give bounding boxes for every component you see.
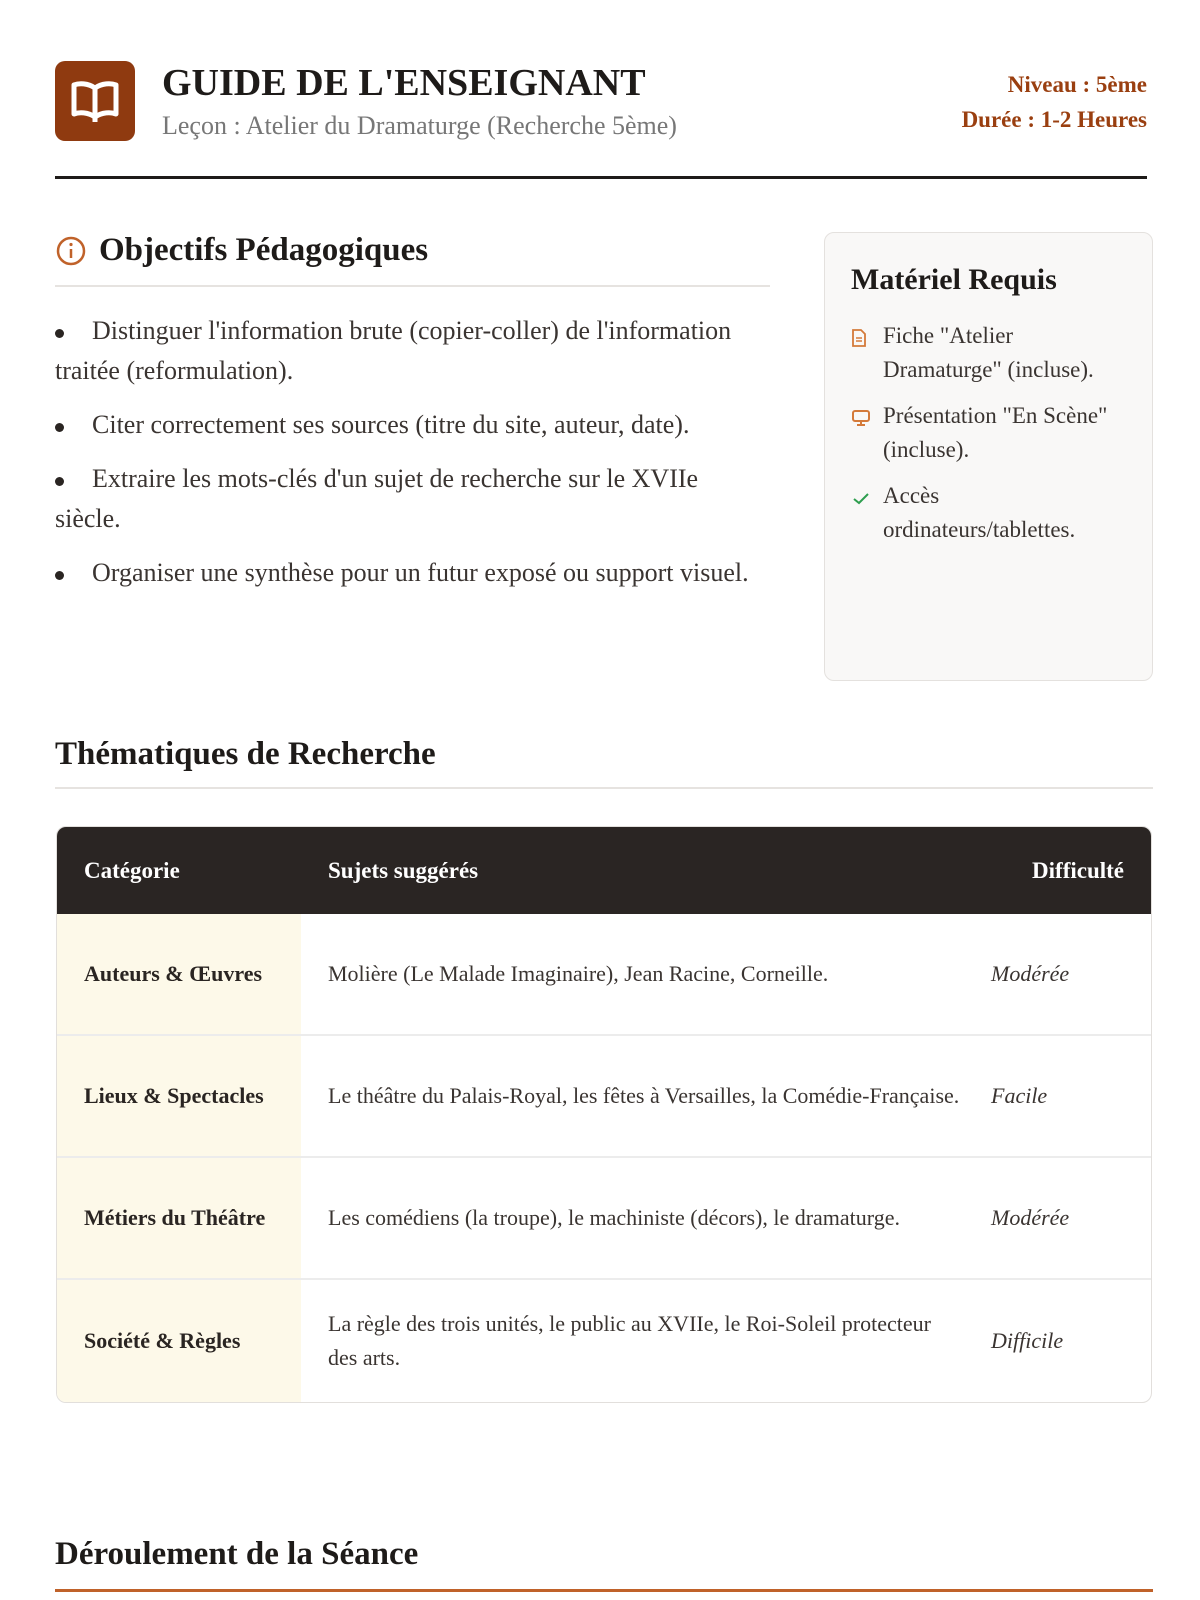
lesson-subtitle: Leçon : Atelier du Dramaturge (Recherche 5ème) <box>162 111 677 140</box>
difficulty-cell: Facile <box>991 1083 1048 1108</box>
themes-section <box>55 736 1153 789</box>
objective-item: Distinguer l'information brute (copier-coller) de l'information traitée (reformulation). <box>55 316 732 385</box>
difficulty-cell: Difficile <box>991 1328 1064 1353</box>
level-label: Niveau : 5ème <box>1007 72 1147 97</box>
themes-heading: Thématiques de Recherche <box>55 736 1153 789</box>
category-cell: Société & Règles <box>57 1280 301 1402</box>
subjects-cell: Molière (Le Malade Imaginaire), Jean Racine, Corneille. <box>328 961 829 986</box>
material-item: Fiche "Atelier Dramaturge" (incluse). <box>851 319 1126 387</box>
material-item: Accès ordinateurs/tablettes. <box>851 479 1126 547</box>
category-cell: Métiers du Théâtre <box>57 1158 301 1278</box>
page-header <box>55 61 1147 179</box>
table-row <box>57 914 1151 1036</box>
materials-card <box>824 232 1153 681</box>
lesson-meta <box>962 67 1147 137</box>
objectives-section <box>55 232 770 607</box>
difficulty-cell: Modérée <box>991 1205 1070 1230</box>
column-header-subjects: Sujets suggérés <box>328 857 479 883</box>
book-open-icon <box>55 61 135 141</box>
presentation-icon <box>851 399 873 467</box>
category-cell: Lieux & Spectacles <box>57 1036 301 1156</box>
duration-label: Durée : 1-2 Heures <box>961 107 1147 132</box>
objective-item: Citer correctement ses sources (titre du site, auteur, date). <box>55 405 770 445</box>
objective-item: Extraire les mots-clés d'un sujet de recherche sur le XVIIe siècle. <box>55 464 699 533</box>
info-circle-icon <box>55 235 87 267</box>
table-row <box>57 1280 1151 1402</box>
category-cell: Auteurs & Œuvres <box>57 914 301 1034</box>
table-row <box>57 1036 1151 1158</box>
table-header <box>57 827 1151 914</box>
material-item: Présentation "En Scène" (incluse). <box>851 399 1126 467</box>
column-header-difficulty: Difficulté <box>1032 857 1124 883</box>
check-icon <box>851 479 873 547</box>
materials-title: Matériel Requis <box>851 263 1057 296</box>
subjects-cell: La règle des trois unités, le public au XVIIe, le Roi-Soleil protecteur des arts. <box>328 1311 931 1370</box>
column-header-category: Catégorie <box>84 857 180 883</box>
themes-table <box>56 826 1152 1403</box>
objective-item: Organiser une synthèse pour un futur exposé ou support visuel. <box>55 553 770 593</box>
subjects-cell: Les comédiens (la troupe), le machiniste (décors), le dramaturge. <box>328 1205 900 1230</box>
objectives-title: Objectifs Pédagogiques <box>99 232 429 268</box>
objectives-heading <box>55 232 770 287</box>
session-heading: Déroulement de la Séance <box>55 1536 1153 1592</box>
page-title: GUIDE DE L'ENSEIGNANT <box>162 62 646 104</box>
difficulty-cell: Modérée <box>991 961 1070 986</box>
document-icon <box>851 319 873 387</box>
subjects-cell: Le théâtre du Palais-Royal, les fêtes à Versailles, la Comédie-Française. <box>328 1083 960 1108</box>
table-row <box>57 1158 1151 1280</box>
